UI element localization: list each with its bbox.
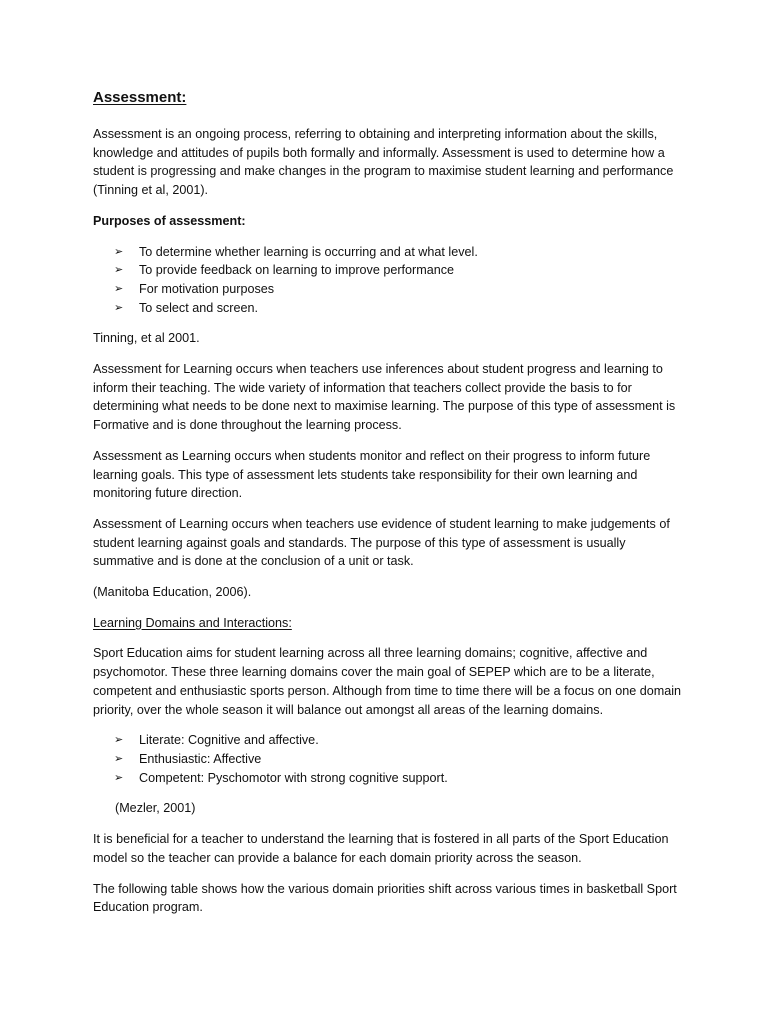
domains-paragraph: Sport Education aims for student learning across all three learning domains; cognitive, affective and psychomotor. These three learning domains cover the main goal of SEPEP which are to be a literate, competent and enthusiastic sports person. Although from time to time there will be a focus on one domain priority, over the whole season it will balance out amongst all areas of the learning domains. [93,646,682,717]
purposes-list [93,243,683,318]
list-item: ➢ To select and screen. [93,299,683,318]
arrow-bullet-icon: ➢ [114,752,124,765]
domains-heading: Learning Domains and Interactions: [93,615,292,630]
page-title: Assessment: [93,89,187,106]
arrow-bullet-icon: ➢ [114,245,124,258]
citation-tinning: Tinning, et al 2001. [93,331,200,346]
citation-mezler: (Mezler, 2001) [115,801,196,816]
list-item: ➢ To determine whether learning is occurring and at what level. [93,243,683,262]
list-item: ➢ To provide feedback on learning to improve performance [93,261,683,280]
assessment-of-learning-paragraph: Assessment of Learning occurs when teachers use evidence of student learning to make judgements of student learning against goals and standards. The purpose of this type of assessment is usually summative and is done at the conclusion of a unit or task. [93,516,670,569]
citation-manitoba: (Manitoba Education, 2006). [93,585,252,600]
arrow-bullet-icon: ➢ [114,301,124,314]
table-intro-paragraph: The following table shows how the various domain priorities shift across various times in basketball Sport Education program. [93,881,677,915]
assessment-for-learning-paragraph: Assessment for Learning occurs when teachers use inferences about student progress and learning to inform their teaching. The wide variety of information that teachers collect provide the basis to for determining what needs to be done next to maximise learning. The purpose of this type of assessment is Formative and is done throughout the learning process. [93,362,676,433]
list-item: ➢ Literate: Cognitive and affective. [93,731,683,750]
beneficial-paragraph: It is beneficial for a teacher to understand the learning that is fostered in all parts of the Sport Education model so the teacher can provide a balance for each domain priority across the season. [93,832,669,865]
arrow-bullet-icon: ➢ [114,771,124,784]
list-item: ➢ For motivation purposes [93,280,683,299]
list-item: ➢ Competent: Pyschomotor with strong cognitive support. [93,769,683,788]
arrow-bullet-icon: ➢ [114,264,124,277]
arrow-bullet-icon: ➢ [114,734,124,747]
document-body [93,88,683,929]
arrow-bullet-icon: ➢ [114,282,124,295]
list-item: ➢ Enthusiastic: Affective [93,750,683,769]
domains-list [93,731,683,787]
assessment-as-learning-paragraph: Assessment as Learning occurs when students monitor and reflect on their progress to inform future learning goals. This type of assessment lets students take responsibility for their own learning and monitoring future direction. [93,448,651,501]
purposes-heading: Purposes of assessment: [93,213,246,228]
intro-paragraph: Assessment is an ongoing process, referring to obtaining and interpreting information about the skills, knowledge and attitudes of pupils both formally and informally. Assessment is used to determine how a student is progressing and make changes in the program to maximise student learning and performance (Tinning et al, 2001). [93,127,674,198]
